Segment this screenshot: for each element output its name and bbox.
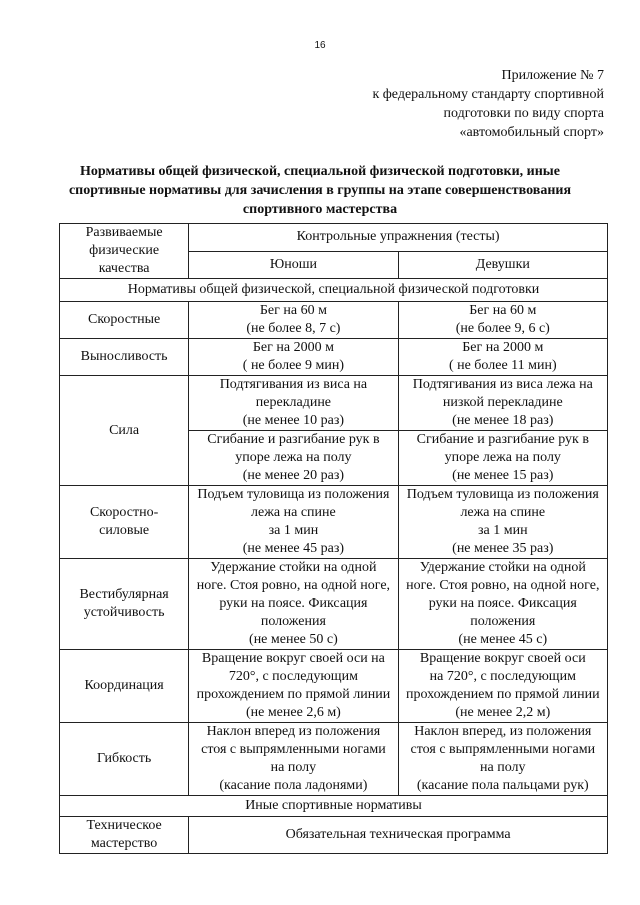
quality-cell (60, 650, 189, 723)
norm-line: (не менее 10 раз) (242, 413, 345, 428)
header-boys-cell: Юноши (189, 251, 398, 279)
norm-line: прохождением по прямой линии (406, 687, 600, 702)
norm-line: Подтягивания из виса лежа на (412, 377, 593, 392)
norm-line: ( не более 11 мин) (448, 358, 557, 373)
table-row-vestibular (60, 559, 608, 650)
norm-line: ноге. Стоя ровно, на одной ноге, (196, 578, 391, 593)
boys-norm-cell (189, 486, 398, 559)
norm-line: руки на поясе. Фиксация (428, 596, 577, 611)
norm-line: лежа на спине (460, 505, 546, 520)
header-girls-cell: Девушки (398, 251, 607, 279)
norm-line: Вращение вокруг своей оси на (201, 651, 385, 666)
title-line: спортивного мастерства (242, 202, 398, 217)
norm-line: (не менее 35 раз) (452, 541, 554, 556)
norm-line: (не менее 18 раз) (452, 413, 554, 428)
quality-cell (60, 302, 189, 339)
title-line: спортивные нормативы для зачисления в группы на этапе совершенствования (68, 183, 572, 198)
girls-norm-cell (398, 302, 607, 339)
quality-line: Скоростные (87, 312, 161, 327)
quality-line: Координация (84, 678, 164, 693)
quality-line: силовые (99, 523, 150, 538)
section-row-general (60, 279, 608, 302)
norm-line: Вращение вокруг своей оси (419, 651, 586, 666)
norm-line: (не менее 45 с) (458, 632, 548, 647)
norm-line: упоре лежа на полу (235, 450, 352, 465)
norm-line: ноге. Стоя ровно, на одной ноге, (406, 578, 600, 593)
boys-norm-cell (189, 650, 398, 723)
table-row-coordination (60, 650, 608, 723)
quality-cell (60, 723, 189, 796)
norm-line: (не менее 2,2 м) (455, 705, 551, 720)
title-line: Нормативы общей физической, специальной физической подготовки, иные (80, 164, 560, 179)
technical-program-cell: Обязательная техническая программа (189, 817, 608, 854)
quality-cell (60, 817, 189, 854)
boys-norm-cell (189, 559, 398, 650)
boys-norm-cell (189, 723, 398, 796)
table-row-flexibility (60, 723, 608, 796)
quality-line: устойчивость (83, 605, 165, 620)
boys-norm-cell (189, 302, 398, 339)
quality-line: Техническое (86, 818, 162, 833)
quality-line: Вестибулярная (79, 587, 169, 602)
header-quality-line: физические (89, 243, 160, 258)
norm-line: за 1 мин (478, 523, 528, 538)
norm-line: ( не более 9 мин) (242, 358, 345, 373)
table-row-speed-strength (60, 486, 608, 559)
boys-norm-cell (189, 376, 398, 431)
header-quality-line: качества (98, 261, 150, 276)
page-number: 16 (314, 40, 326, 51)
quality-line: мастерство (90, 836, 158, 851)
norm-line: (не менее 45 раз) (242, 541, 345, 556)
norm-line: положения (470, 614, 536, 629)
norm-line: Сгибание и разгибание рук в (207, 432, 380, 447)
table-row-technical (60, 817, 608, 854)
norm-line: Сгибание и разгибание рук в (416, 432, 589, 447)
document-title (40, 162, 600, 219)
quality-cell (60, 376, 189, 486)
section-row-other (60, 796, 608, 817)
norm-line: упоре лежа на полу (444, 450, 561, 465)
quality-line: Гибкость (96, 751, 152, 766)
appendix-line: к федеральному стандарту спортивной (372, 87, 604, 102)
header-exercises-cell: Контрольные упражнения (тесты) (189, 224, 608, 252)
girls-norm-cell (398, 376, 607, 431)
norm-line: перекладине (255, 395, 332, 410)
appendix-line: «автомобильный спорт» (459, 125, 604, 140)
girls-norm-cell (398, 650, 607, 723)
appendix-line: подготовки по виду спорта (443, 106, 604, 121)
norm-line: (не менее 50 с) (249, 632, 338, 647)
quality-cell (60, 339, 189, 376)
girls-norm-cell (398, 486, 607, 559)
norm-line: Наклон вперед из положения (206, 724, 381, 739)
norm-line: низкой перекладине (442, 395, 563, 410)
norm-line: Наклон вперед, из положения (414, 724, 592, 739)
appendix-line: Приложение № 7 (501, 68, 604, 83)
header-quality-cell (60, 224, 189, 279)
norm-line: (не менее 2,6 м) (245, 705, 341, 720)
boys-norm-cell (189, 431, 398, 486)
norm-line: Бег на 2000 м (252, 340, 334, 355)
norm-line: Бег на 60 м (469, 303, 537, 318)
norm-line: Подъем туловища из положения (197, 487, 390, 502)
norm-line: на полу (270, 760, 317, 775)
norm-line: за 1 мин (268, 523, 319, 538)
standards-table (59, 223, 608, 854)
norm-line: стоя с выпрямленными ногами (410, 742, 596, 757)
norm-line: Бег на 60 м (259, 303, 327, 318)
norm-line: Удержание стойки на одной (419, 560, 586, 575)
section-title-other: Иные спортивные нормативы (60, 796, 608, 817)
norm-line: Удержание стойки на одной (210, 560, 377, 575)
norm-line: (не более 8, 7 с) (246, 321, 341, 336)
girls-norm-cell (398, 723, 607, 796)
norm-line: 720°, с последующим (228, 669, 358, 684)
appendix-reference (372, 66, 604, 142)
norm-line: стоя с выпрямленными ногами (201, 742, 386, 757)
boys-norm-cell (189, 339, 398, 376)
norm-line: (не более 9, 6 с) (455, 321, 550, 336)
table-row-endurance (60, 339, 608, 376)
norm-line: (не менее 15 раз) (452, 468, 554, 483)
quality-line: Скоростно- (89, 505, 159, 520)
norm-line: на 720°, с последующим (429, 669, 576, 684)
table-row-strength (60, 376, 608, 431)
norm-line: Бег на 2000 м (462, 340, 544, 355)
norm-line: прохождением по прямой линии (196, 687, 391, 702)
norm-line: на полу (480, 760, 526, 775)
girls-norm-cell (398, 431, 607, 486)
table-header-row (60, 224, 608, 252)
norm-line: Подъем туловища из положения (406, 487, 599, 502)
header-quality-line: Развиваемые (85, 225, 163, 240)
quality-line: Сила (109, 422, 140, 438)
norm-line: лежа на спине (251, 505, 336, 520)
table-row-speed (60, 302, 608, 339)
norm-line: (касание пола ладонями) (219, 778, 368, 793)
norm-line: положения (260, 614, 326, 629)
quality-cell (60, 486, 189, 559)
norm-line: руки на поясе. Фиксация (219, 596, 368, 611)
girls-norm-cell (398, 339, 607, 376)
norm-line: (не менее 20 раз) (242, 468, 345, 483)
norm-line: (касание пола пальцами рук) (416, 778, 589, 793)
section-title-general: Нормативы общей физической, специальной физической подготовки (60, 279, 608, 302)
quality-line: Выносливость (80, 349, 168, 364)
norm-line: Подтягивания из виса на (219, 377, 368, 392)
quality-cell (60, 559, 189, 650)
girls-norm-cell (398, 559, 607, 650)
